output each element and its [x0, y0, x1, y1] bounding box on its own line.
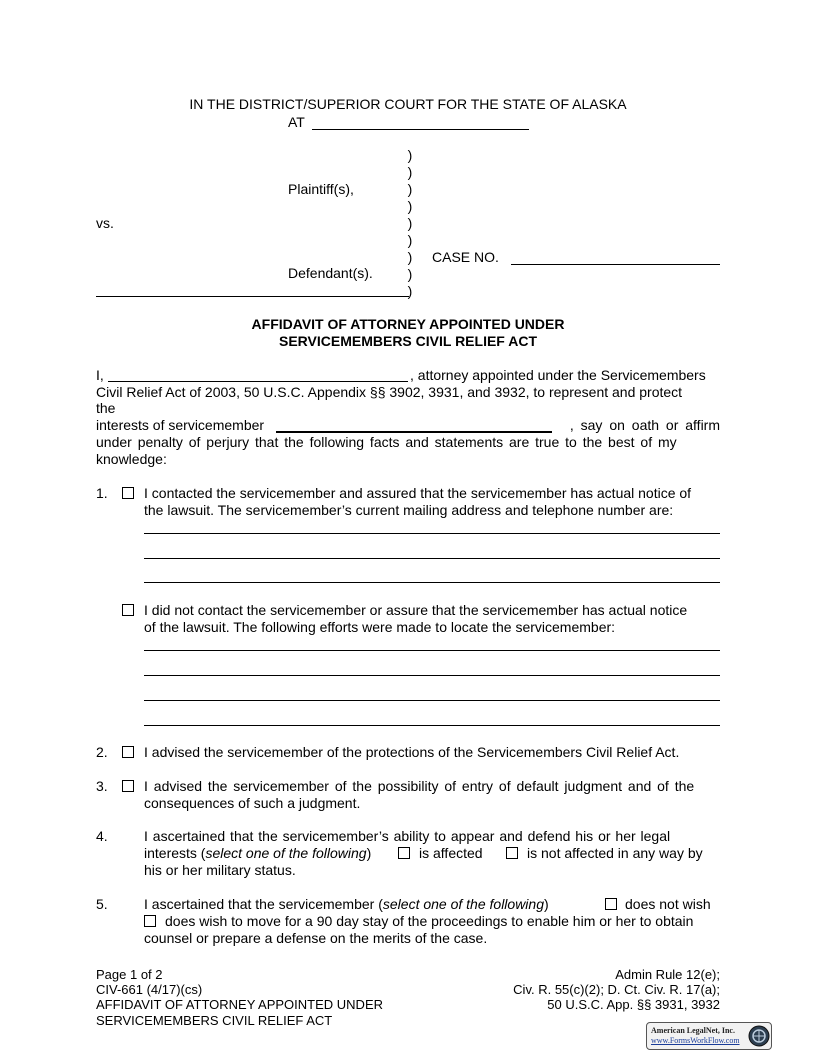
item2-checkbox[interactable] [122, 746, 134, 758]
address-line-1[interactable] [144, 533, 720, 534]
intro-line5: under penalty of perjury that the following facts and statements are true to the best of my [96, 434, 677, 450]
item4-line2-a: interests ( [144, 845, 206, 861]
address-line-3[interactable] [144, 582, 720, 583]
item1-number: 1. [96, 485, 108, 501]
item5-line1-b: ) [544, 896, 549, 912]
item4-line2-b: ) [366, 845, 372, 861]
item1b-text-line2: of the lawsuit. The following efforts were made to locate the servicemember: [144, 619, 616, 635]
caption-paren: ) [407, 147, 413, 163]
caption-bottom-line [96, 296, 409, 297]
efforts-line-2[interactable] [144, 675, 720, 676]
item5-text-line3: counsel or prepare a defense on the merits of the case. [144, 930, 488, 946]
item1a-text-line1: I contacted the servicemember and assured that the servicemember has actual notice of [144, 485, 692, 501]
intro-line2: Civil Relief Act of 2003, 50 U.S.C. Appendix §§ 3902, 3931, and 3932, to represent and protect [96, 384, 683, 400]
footer-page: Page 1 of 2 [96, 967, 163, 982]
item4-not-affected-label: is not affected in any way by [527, 845, 703, 861]
item5-number: 5. [96, 896, 108, 912]
efforts-line-1[interactable] [144, 650, 720, 651]
item3-text-line1: I advised the servicemember of the possibility of entry of default judgment and of the [144, 778, 695, 794]
caption-paren: ) [407, 249, 413, 265]
item4-text-line2 [144, 845, 371, 861]
efforts-line-3[interactable] [144, 700, 720, 701]
item4-affected-checkbox[interactable] [398, 847, 410, 859]
footer-form-title2: SERVICEMEMBERS CIVIL RELIEF ACT [96, 1013, 333, 1028]
item1a-text-line2: the lawsuit. The servicemember’s current mailing address and telephone number are: [144, 502, 674, 518]
item2-number: 2. [96, 744, 108, 760]
plaintiff-label: Plaintiff(s), [288, 181, 354, 197]
item2-text: I advised the servicemember of the protections of the Servicemembers Civil Relief Act. [144, 744, 680, 760]
item4-text-line1: I ascertained that the servicemember’s ability to appear and defend his or her legal [144, 828, 671, 844]
item5-line1-italic: select one of the following [382, 896, 544, 912]
form-title-line1: AFFIDAVIT OF ATTORNEY APPOINTED UNDER [251, 316, 565, 332]
court-title: IN THE DISTRICT/SUPERIOR COURT FOR THE STATE OF ALASKA [189, 96, 627, 112]
intro-line3: the [96, 400, 116, 416]
attorney-name-field[interactable] [108, 381, 408, 382]
item5-text-line2: does wish to move for a 90 day stay of the proceedings to enable him or her to obtain [165, 913, 694, 929]
item5-text-line1 [144, 896, 549, 912]
form-title-line2: SERVICEMEMBERS CIVIL RELIEF ACT [279, 333, 537, 349]
footer-rule3: 50 U.S.C. App. §§ 3931, 3932 [547, 997, 720, 1012]
at-location-field[interactable] [312, 129, 529, 130]
address-line-2[interactable] [144, 558, 720, 559]
footer-rule1: Admin Rule 12(e); [615, 967, 720, 982]
item3-number: 3. [96, 778, 108, 794]
item1a-checkbox[interactable] [122, 487, 134, 499]
logo-company: American LegalNet, Inc. [651, 1026, 735, 1035]
caption-paren: ) [407, 232, 413, 248]
intro-line1-rest: , attorney appointed under the Servicemembers [410, 367, 706, 383]
caption-paren: ) [407, 283, 413, 299]
logo-url: www.FormsWorkFlow.com [651, 1036, 740, 1045]
intro-line4-end: , say on oath or affirm [569, 417, 720, 433]
case-no-field[interactable] [511, 264, 720, 265]
item5-does-not-wish-checkbox[interactable] [605, 898, 617, 910]
intro-line4-start: interests of servicemember [96, 417, 265, 433]
vs-label: vs. [96, 215, 114, 231]
intro-line6: knowledge: [96, 451, 167, 467]
globe-icon [748, 1025, 770, 1047]
legalnet-logo[interactable] [646, 1022, 772, 1050]
item4-text-line3: his or her military status. [144, 862, 296, 878]
footer-form-no: CIV-661 (4/17)(cs) [96, 982, 203, 997]
item1b-checkbox[interactable] [122, 604, 134, 616]
item4-affected-label: is affected [419, 845, 483, 861]
item5-does-wish-checkbox[interactable] [144, 915, 156, 927]
item5-does-not-wish-label: does not wish [625, 896, 711, 912]
defendant-label: Defendant(s). [288, 265, 373, 281]
item3-text-line2: consequences of such a judgment. [144, 795, 361, 811]
footer-rule2: Civ. R. 55(c)(2); D. Ct. Civ. R. 17(a); [513, 982, 720, 997]
caption-paren: ) [407, 164, 413, 180]
item1b-text-line1: I did not contact the servicemember or assure that the servicemember has actual notice [144, 602, 688, 618]
item4-line2-italic: select one of the following [205, 845, 367, 861]
footer-form-title1: AFFIDAVIT OF ATTORNEY APPOINTED UNDER [96, 997, 384, 1012]
item3-checkbox[interactable] [122, 780, 134, 792]
intro-i: I, [96, 367, 104, 383]
caption-paren: ) [407, 266, 413, 282]
caption-paren: ) [407, 181, 413, 197]
item5-line1-a: I ascertained that the servicemember ( [144, 896, 383, 912]
item4-not-affected-checkbox[interactable] [506, 847, 518, 859]
item4-number: 4. [96, 828, 108, 844]
caption-paren: ) [407, 198, 413, 214]
case-no-label: CASE NO. [432, 249, 499, 265]
efforts-line-4[interactable] [144, 725, 720, 726]
at-label: AT [288, 114, 305, 130]
caption-paren: ) [407, 215, 413, 231]
servicemember-name-field[interactable] [276, 431, 552, 433]
